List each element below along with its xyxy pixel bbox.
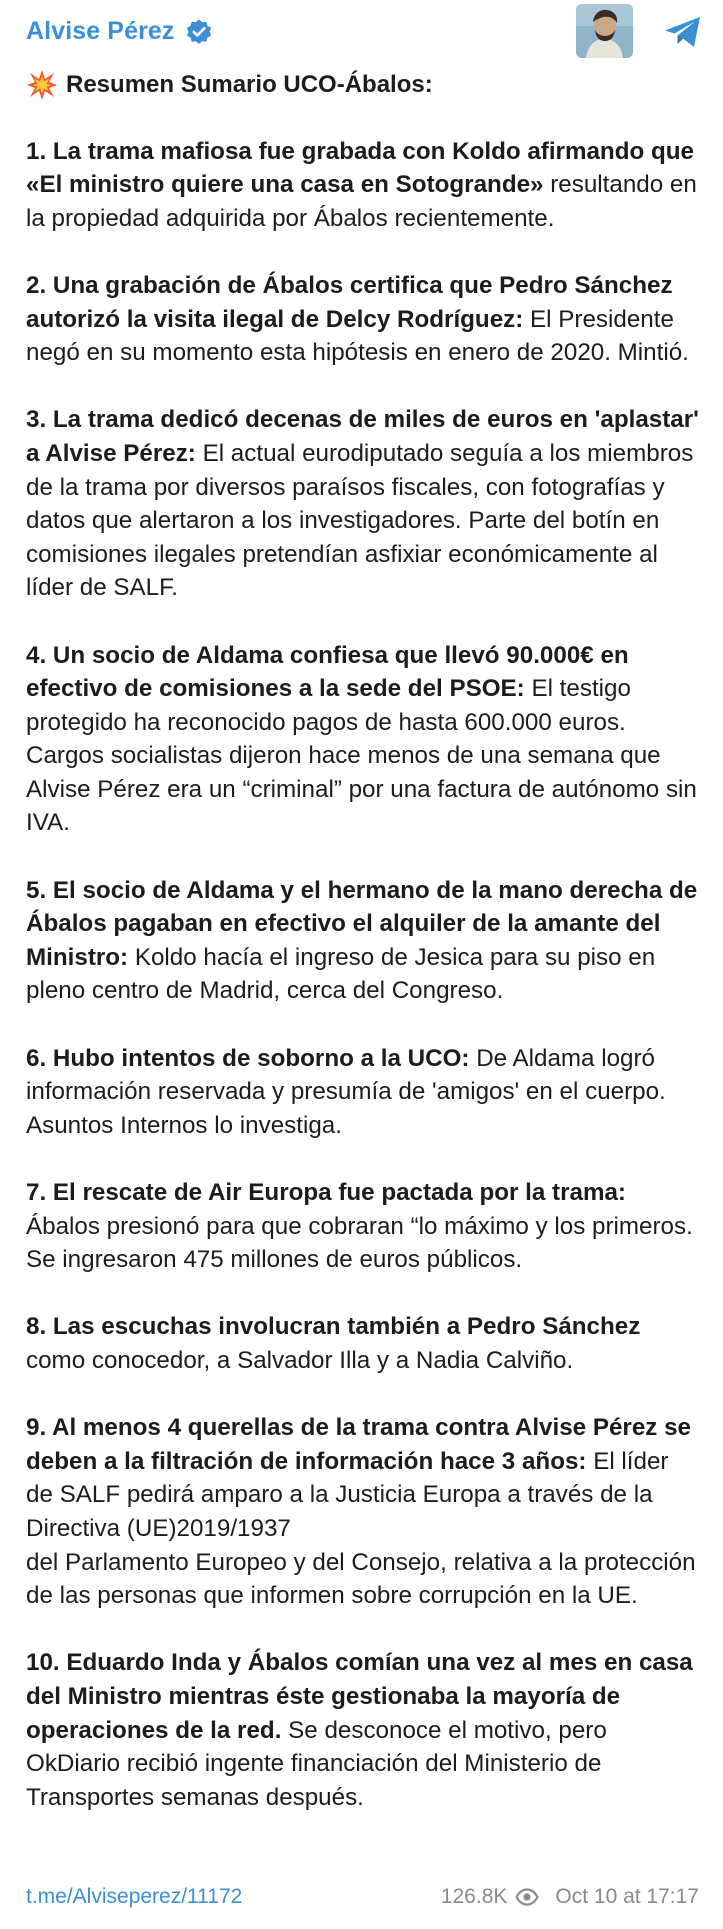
point-text: El actual eurodiputado seguía a los miembros de la trama por diversos paraísos fiscales, con fotografías y datos que alertaron a los investigadores. Parte del botín en comisiones ilegales pretendían asfixiar económicamente al líder de SALF. xyxy=(26,439,694,602)
point-text-continued: del Parlamento Europeo y del Consejo, relativa a la protección de las personas que informen sobre corrupción en la UE. xyxy=(26,1548,696,1610)
summary-point-2 xyxy=(26,269,699,370)
post-header xyxy=(26,0,699,68)
point-heading: 10. Eduardo Inda y Ábalos comían una vez al mes en casa del Ministro mientras éste gestionaba la mayoría de operaciones de la red. xyxy=(26,1649,693,1744)
point-text: Ábalos presionó para que cobraran “lo máximo y los primeros. Se ingresaron 475 millones de euros públicos. xyxy=(26,1212,693,1274)
point-text: como conocedor, a Salvador Illa y a Nadia Calviño. xyxy=(26,1346,574,1374)
summary-point-1 xyxy=(26,135,699,236)
post-title xyxy=(26,68,699,101)
post-date: Oct 10 at 17:17 xyxy=(555,1885,699,1908)
point-heading: 9. Al menos 4 querellas de la trama contra Alvise Pérez se deben a la filtración de información hace 3 años: xyxy=(26,1414,692,1475)
point-text: De Aldama logró información reservada y presumía de 'amigos' en el cuerpo. Asuntos Internos lo investiga. xyxy=(26,1044,666,1139)
summary-point-7 xyxy=(26,1176,699,1277)
summary-point-8 xyxy=(26,1310,699,1377)
collision-emoji-icon xyxy=(26,69,58,101)
point-heading: 1. La trama mafiosa fue grabada con Koldo afirmando que «El ministro quiere una casa en Sotogrande» xyxy=(26,137,694,199)
point-text: Koldo hacía el ingreso de Jesica para su piso en pleno centro de Madrid, cerca del Congreso. xyxy=(26,943,656,1005)
summary-point-5 xyxy=(26,874,699,1008)
telegram-share-icon[interactable] xyxy=(662,14,704,50)
point-heading: 6. Hubo intentos de soborno a la UCO: xyxy=(26,1044,470,1072)
post-title-text: Resumen Sumario UCO-Ábalos: xyxy=(66,71,433,98)
point-heading: 2. Una grabación de Ábalos certifica que Pedro Sánchez autorizó la visita ilegal de Delcy Rodríguez: xyxy=(26,271,673,333)
author-block[interactable] xyxy=(26,17,213,46)
summary-point-6 xyxy=(26,1042,699,1143)
summary-point-10 xyxy=(26,1646,699,1814)
post-stats xyxy=(441,1885,699,1909)
author-name[interactable]: Alvise Pérez xyxy=(26,17,175,45)
verified-badge-icon xyxy=(185,18,213,46)
point-heading: 4. Un socio de Aldama confiesa que llevó 90.000€ en efectivo de comisiones a la sede del PSOE: xyxy=(26,641,629,703)
point-heading: 7. El rescate de Air Europa fue pactada por la trama: xyxy=(26,1179,626,1206)
point-text: El líder de SALF pedirá amparo a la Justicia Europa a través de la Directiva (UE)2019/1937 xyxy=(26,1447,669,1542)
post-link[interactable]: t.me/Alviseperez/11172 xyxy=(26,1885,243,1908)
point-heading: 5. El socio de Aldama y el hermano de la mano derecha de Ábalos pagaban en efectivo el alquiler de la amante del Ministro: xyxy=(26,876,698,971)
post-body xyxy=(26,135,699,1815)
point-text: Se desconoce el motivo, pero OkDiario recibió ingente financiación del Ministerio de Transportes semanas después. xyxy=(26,1716,607,1811)
post-footer xyxy=(26,1880,699,1914)
point-text: El Presidente negó en su momento esta hipótesis en enero de 2020. Mintió. xyxy=(26,305,689,367)
summary-point-4 xyxy=(26,639,699,841)
point-heading: 8. Las escuchas involucran también a Pedro Sánchez xyxy=(26,1313,641,1341)
summary-point-9 xyxy=(26,1411,699,1613)
eye-icon xyxy=(515,1888,539,1906)
point-text: resultando en la propiedad adquirida por Ábalos recientemente. xyxy=(26,171,697,232)
view-count: 126.8K xyxy=(440,1885,508,1908)
avatar-photo[interactable] xyxy=(576,4,633,58)
point-text: El testigo protegido ha reconocido pagos de hasta 600.000 euros. Cargos socialistas dijeron hace menos de una semana que Alvise Pérez era un “criminal” por una factura de autónomo sin IVA. xyxy=(26,675,697,837)
point-heading: 3. La trama dedicó decenas de miles de euros en 'aplastar' a Alvise Pérez: xyxy=(26,406,699,467)
summary-point-3 xyxy=(26,403,699,605)
